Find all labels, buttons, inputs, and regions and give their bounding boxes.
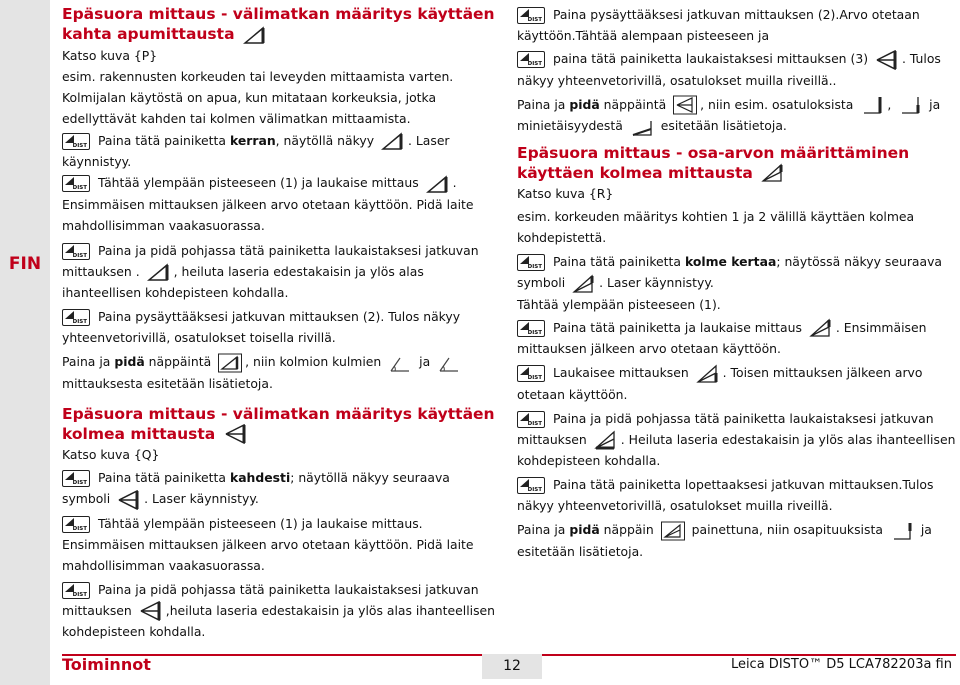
intro-paragraph: esim. rakennusten korkeuden tai leveyden mittaamista varten. Kolmijalan käytöstä on apua, kun mitataan korkeuksia, jotka edellyttävät kahden tai kolmen välimatkan mittaamista. <box>62 68 454 126</box>
dist-button-icon: DIST <box>517 7 545 24</box>
angle-icon <box>437 353 461 373</box>
dist-button-icon: DIST <box>517 477 545 494</box>
right-column: DIST Paina pysäyttääksesi jatkuvan mittauksen (2).Arvo otetaan käyttöön.Tähtää alempaan pisteeseen ja DIST paina tätä painiketta laukaistaksesi mittauksen (3) . Tulos näkyy yhteenvetorivillä, osatulokset muilla riveillä.. Paina ja pidä näppäintä , niin esim. osatuloksista , ja minietäisyydestä esitetään lisätietoja. Epäsuora mittaus - osa-arvon määrittäminen käyttäen kolmea mittausta Katso kuva {R} esim. korkeuden määritys kohtien 1 ja 2 välillä käyttäen kolmea kohdepistettä. DIST Paina tätä painiketta kolme kertaa; näytössä näkyy seuraava symboli . Laser käynnistyy. Tähtää ylempään pisteeseen (1). DIST Paina tätä painiketta ja laukaise mittaus . Ensimmäisen mittauksen jälkeen arvo otetaan käyttöön. DIST Laukaisee mittauksen . Toisen mittauksen jälkeen arvo otetaan käyttöön. DIST Paina ja pidä pohjassa tätä painiketta laukaistaksesi jatkuvan mittauksen . Heiluta laseria edestakaisin ja ylös alas ihanteellisen kohdepisteen kohdalla. DIST Paina tätä painiketta lopettaaksesi jatkuvan mittauksen.Tulos näkyy yhteenvetorivillä, osatulokset muilla riveillä. Paina ja pidä näppäin painettuna, niin osapituuksista ja esitetään lisätietoja. <box>517 7 956 559</box>
partial-height-icon <box>661 521 685 541</box>
partial-height-icon <box>809 318 833 338</box>
dist-button-icon: DIST <box>62 470 90 487</box>
heading-partial-value: Epäsuora mittaus - osa-arvon määrittäminen käyttäen kolmea mittausta <box>517 143 910 182</box>
dist-button-icon: DIST <box>517 254 545 271</box>
partial-height-icon <box>860 95 884 115</box>
partial-height-icon <box>890 521 914 541</box>
indirect-three-icon <box>117 490 141 510</box>
figure-ref-r: Katso kuva {R} <box>517 186 614 201</box>
dist-button-icon: DIST <box>517 411 545 428</box>
indirect-three-icon <box>875 50 899 70</box>
dist-button-icon: DIST <box>517 365 545 382</box>
footer-product: Leica DISTO™ D5 LCA782203a fin <box>730 657 952 672</box>
language-label: FIN <box>8 254 42 274</box>
figure-ref-q: Katso kuva {Q} <box>62 447 160 462</box>
dist-button-icon: DIST <box>62 516 90 533</box>
indirect-three-icon <box>224 424 248 444</box>
heading-three-measurements: Epäsuora mittaus - välimatkan määritys käyttäen kolmea mittausta <box>62 404 495 443</box>
partial-height-icon <box>594 430 618 450</box>
indirect-three-icon <box>139 601 163 621</box>
dist-button-icon: DIST <box>62 243 90 260</box>
indirect-two-icon <box>381 131 405 151</box>
heading-two-measurements: Epäsuora mittaus - välimatkan määritys käyttäen kahta apumittausta <box>62 5 495 43</box>
dist-button-icon: DIST <box>517 51 545 68</box>
side-tab <box>0 0 50 685</box>
angle-icon <box>388 353 412 373</box>
indirect-two-icon <box>147 262 171 282</box>
min-distance-icon <box>630 117 654 137</box>
footer-section: Toiminnot <box>62 655 151 674</box>
partial-height-icon <box>761 163 785 183</box>
dist-button-icon: DIST <box>517 320 545 337</box>
partial-intro: esim. korkeuden määritys kohtien 1 ja 2 välillä käyttäen kolmea kohdepistettä. <box>517 209 915 245</box>
partial-height-icon <box>696 364 720 384</box>
dist-button-icon: DIST <box>62 175 90 192</box>
page-number: 12 <box>482 654 542 679</box>
partial-height-icon <box>572 274 596 294</box>
indirect-two-icon <box>243 25 267 45</box>
dist-button-icon: DIST <box>62 582 90 599</box>
figure-ref-p: Katso kuva {P} <box>62 47 158 63</box>
dist-button-icon: DIST <box>62 309 90 326</box>
indirect-three-icon <box>673 95 697 115</box>
left-column: Epäsuora mittaus - välimatkan määritys käyttäen kahta apumittausta Katso kuva {P} esim. rakennusten korkeuden tai leveyden mittaamista varten. Kolmijalan käytöstä on apua, kun mitataan korkeuksia, jotka edellyttävät kahden tai kolmen välimatkan mittaamista. DIST Paina tätä painiketta kerran, näytöllä näkyy . Laser käynnistyy. DIST Tähtää ylempään pisteeseen (1) ja laukaise mittaus . Ensimmäisen mittauksen jälkeen arvo otetaan käyttöön. Pidä laite mahdollisimman vaakasuorassa. DIST Paina ja pidä pohjassa tätä painiketta laukaistaksesi jatkuvan mittauksen . , heiluta laseria edestakaisin ja ylös alas ihanteellisen kohdepisteen kohdalla. DIST Paina pysäyttääksesi jatkuvan mittauksen (2). Tulos näkyy yhteenvetorivillä, osatulokset toisella rivillä. Paina ja pidä näppäintä , niin kolmion kulmien ja mittauksesta esitetään lisätietoja. Epäsuora mittaus - välimatkan määritys käyttäen kolmea mittausta Katso kuva {Q} DIST Paina tätä painiketta kahdesti; näytöllä näkyy seuraava symboli . Laser käynnistyy. DIST Tähtää ylempään pisteeseen (1) ja laukaise mittaus. Ensimmäisen mittauksen jälkeen arvo otetaan käyttöön. Pidä laite mahdollisimman vaakasuorassa. DIST Paina ja pidä pohjassa tätä painiketta laukaistaksesi jatkuvan mittauksen ,heiluta laseria edestakaisin ja ylös alas ihanteellisen kohdepisteen kohdalla. <box>62 4 500 642</box>
indirect-two-icon <box>218 353 242 373</box>
partial-height-icon <box>898 95 922 115</box>
indirect-two-icon <box>426 174 450 194</box>
dist-button-icon: DIST <box>62 133 90 150</box>
